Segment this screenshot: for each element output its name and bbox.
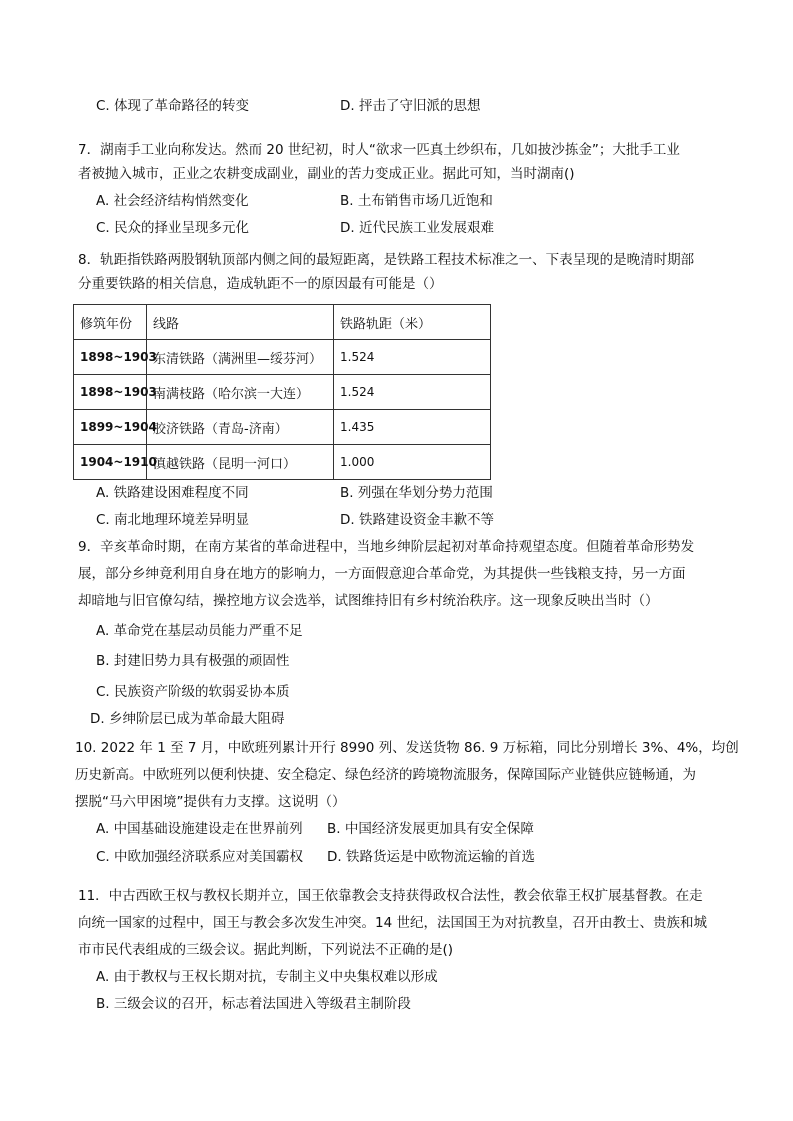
q6-option-d: D. 抨击了守旧派的思想	[340, 98, 481, 114]
q11-stem-line2: 向统一国家的过程中，国王与教会多次发生冲突。14 世纪，法国国王为对抗教皇，召开由教士、贵族和城	[78, 915, 707, 931]
cell-year: 1898~1903	[74, 375, 147, 410]
table-row	[74, 375, 491, 410]
q10-option-b: B. 中国经济发展更加具有安全保障	[327, 821, 534, 837]
cell-gauge: 1.435	[334, 410, 491, 445]
q9-option-d: D. 乡绅阶层已成为革命最大阻碍	[90, 711, 285, 727]
q9-stem-line1: 9．辛亥革命时期，在南方某省的革命进程中，当地乡绅阶层起初对革命持观望态度。但随着革命形势发	[78, 539, 695, 555]
q10-stem-line2: 历史新高。中欧班列以便利快捷、安全稳定、绿色经济的跨境物流服务，保障国际产业链供应链畅通，为	[75, 767, 696, 783]
q7-option-b: B. 土布销售市场几近饱和	[340, 193, 493, 209]
table-header-row	[74, 305, 491, 340]
q7-stem-line1: 7．湖南手工业向称发达。然而 20 世纪初，时人“欲求一匹真土纱织布，几如披沙拣金”；大批手工业	[78, 142, 680, 158]
q11-option-b: B. 三级会议的召开，标志着法国进入等级君主制阶段	[96, 996, 411, 1012]
table-row	[74, 340, 491, 375]
cell-line: 南满枝路（哈尔滨一大连）	[147, 375, 334, 410]
q8-stem-line1: 8．轨距指铁路两股钢轨顶部内侧之间的最短距离，是铁路工程技术标准之一、下表呈现的是晚清时期部	[78, 252, 695, 268]
cell-year: 1899~1904	[74, 410, 147, 445]
q9-option-b: B. 封建旧势力具有极强的顽固性	[96, 653, 290, 669]
cell-line: 滇越铁路（昆明一河口）	[147, 445, 334, 480]
q8-stem-line2: 分重要铁路的相关信息，造成轨距不一的原因最有可能是（）	[78, 276, 443, 292]
q9-stem-line2: 展，部分乡绅竟利用自身在地方的影响力，一方面假意迎合革命党，为其提供一些钱粮支持，另一方面	[78, 566, 686, 582]
header-line: 线路	[147, 305, 334, 340]
cell-line: 东清铁路（满洲里—绥芬河）	[147, 340, 334, 375]
q6-option-c: C. 体现了革命路径的转变	[96, 98, 250, 114]
q8-option-b: B. 列强在华划分势力范围	[340, 485, 493, 501]
q10-option-c: C. 中欧加强经济联系应对美国霸权	[96, 849, 304, 865]
q7-option-a: A. 社会经济结构悄然变化	[96, 193, 249, 209]
cell-gauge: 1.524	[334, 375, 491, 410]
q9-stem-line3: 却暗地与旧官僚勾结，操控地方议会选举，试图维持旧有乡村统治秩序。这一现象反映出当时（）	[78, 593, 659, 609]
q7-option-d: D. 近代民族工业发展艰难	[340, 220, 494, 236]
q10-option-a: A. 中国基础设施建设走在世界前列	[96, 821, 303, 837]
q8-option-c: C. 南北地理环境差异明显	[96, 512, 250, 528]
cell-year: 1904~1910	[74, 445, 147, 480]
q10-option-d: D. 铁路货运是中欧物流运输的首选	[327, 849, 535, 865]
cell-year: 1898~1903	[74, 340, 147, 375]
railway-gauge-table	[73, 304, 491, 480]
q7-option-c: C. 民众的择业呈现多元化	[96, 220, 250, 236]
header-gauge: 铁路轨距（米）	[334, 305, 491, 340]
table-row	[74, 445, 491, 480]
q9-option-a: A. 革命党在基层动员能力严重不足	[96, 623, 303, 639]
q11-stem-line1: 11．中古西欧王权与教权长期并立，国王依靠教会支持获得政权合法性，教会依靠王权扩展基督教。在走	[78, 888, 703, 904]
q11-stem-line3: 市市民代表组成的三级会议。据此判断，下列说法不正确的是()	[78, 942, 454, 958]
header-year: 修筑年份	[74, 305, 147, 340]
cell-gauge: 1.000	[334, 445, 491, 480]
cell-gauge: 1.524	[334, 340, 491, 375]
q11-option-a: A. 由于教权与王权长期对抗，专制主义中央集权难以形成	[96, 969, 438, 985]
table-row	[74, 410, 491, 445]
q7-stem-line2: 者被抛入城市，正业之农耕变成副业，副业的苦力变成正业。据此可知，当时湖南()	[78, 166, 575, 182]
q10-stem-line3: 摆脱“马六甲困境”提供有力支撑。这说明（）	[75, 794, 346, 810]
q8-option-d: D. 铁路建设资金丰歉不等	[340, 512, 494, 528]
q10-stem-line1: 10. 2022 年 1 至 7 月，中欧班列累计开行 8990 列、发送货物 86. 9 万标箱，同比分别增长 3%、4%，均创	[75, 740, 739, 756]
cell-line: 胶济铁路（青岛-济南）	[147, 410, 334, 445]
q8-option-a: A. 铁路建设困难程度不同	[96, 485, 249, 501]
q9-option-c: C. 民族资产阶级的软弱妥协本质	[96, 684, 290, 700]
